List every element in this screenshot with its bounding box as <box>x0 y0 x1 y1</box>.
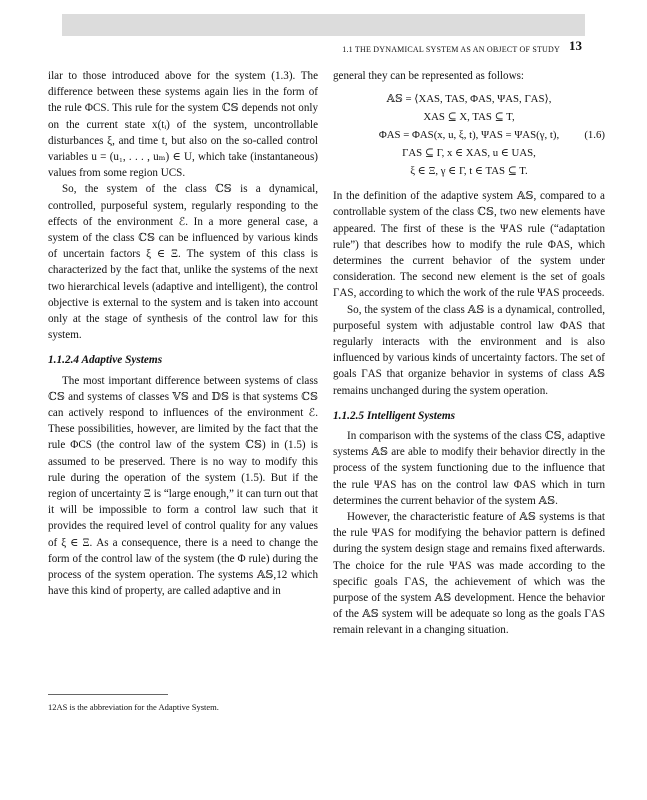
page-number: 13 <box>569 38 582 53</box>
left-paragraph-1: ilar to those introduced above for the system (1.3). The difference between these systems again lies in the form of the rule ΦCS. This rule for the system ℂ𝕊 depends not only on the current state x(tᵢ) of the system, uncontrollable disturbances ξ, and time t, but also on the so-called control variables u = (u₁, . . . , uₘ) ∈ U, which take (instantaneous) values from some region UCS. <box>48 70 318 180</box>
formula-line-3 <box>333 126 605 144</box>
formula-line-1: 𝔸𝕊 = ⟨XAS, TAS, ΦAS, ΨAS, ΓAS⟩, <box>386 93 552 106</box>
running-head: 1.1 THE DYNAMICAL SYSTEM AS AN OBJECT OF STUDY <box>342 45 560 54</box>
header-bar <box>62 14 585 36</box>
right-paragraph-4: However, the characteristic feature of 𝔸𝕊 systems is that the rule ΨAS for modifying the behavior pattern is defined during the system design stage and remains fixed afterwards. The choice for the rule ΨAS was made according to the specific goals ΓAS, the achievement of which was the purpose of the system 𝔸𝕊 development. Hence the behavior of the 𝔸𝕊 system will be adequate so long as the goals ΓAS remain relevant in a changing situation. <box>333 511 605 637</box>
formula-line-2: XAS ⊆ X, TAS ⊆ T, <box>423 111 515 124</box>
right-intro: general they can be represented as follows: <box>333 70 524 82</box>
section-heading-adaptive: 1.1.2.4 Adaptive Systems <box>48 354 163 367</box>
right-paragraph-1: In the definition of the adaptive system 𝔸𝕊, compared to a controllable system of the class ℂ𝕊, two new elements have appeared. The first of these is the ΨAS rule (“adaptation rule”) that describes how to modify the rule ΦAS, which determines the current behavior of the system under consideration. The second new element is the set of goals ΓAS, according to which the work of the rule ΨAS proceeds. <box>333 190 605 300</box>
formula-line-4: ΓAS ⊆ Γ, x ∈ XAS, u ∈ UAS, <box>402 147 536 160</box>
left-column <box>48 68 318 600</box>
equation-number: (1.6) <box>584 129 605 142</box>
section-heading-intelligent: 1.1.2.5 Intelligent Systems <box>333 409 456 422</box>
left-paragraph-2: So, the system of the class ℂ𝕊 is a dynamical, controlled, purposeful system, regularly responding to the effects of the environment ℰ. In a more general case, a system of the class ℂ𝕊 can be influenced by various kinds of uncertain factors ξ ∈ Ξ. The system of this class is characterized by the fact that, unlike the systems of the next two hierarchical levels (adaptive and intelligent), the control objective is external to the system and is taken into account only at the stage of synthesis of the control law for this system. <box>48 183 318 342</box>
left-paragraph-3: The most important difference between systems of class ℂ𝕊 and systems of classes 𝕍𝕊 and 𝔻𝕊 is that systems ℂ𝕊 can actively respond to influences of the environment ℰ. These possibilities, however, are limited by the fact that the rule ΦCS (the control law of the system ℂ𝕊) in (1.5) is assumed to be preserved. There is no way to modify this rule during the operation of the system (1.5). But if the region of uncertainty Ξ is “large enough,” it can turn out that it will be impossible to form a control law such that it provides the required level of control quality for any values of ξ ∈ Ξ. As a consequence, there is a need to change the form of the control law of the system (the Φ rule) during the process of the system operation. The systems 𝔸𝕊,12 which have this kind of property, are called adaptive and in <box>48 374 319 598</box>
right-paragraph-3: In comparison with the systems of the class ℂ𝕊, adaptive systems 𝔸𝕊 are able to modify their behavior directly in the process of the system functioning due to the influence that the rule ΨAS has on the control law ΦAS which in turn determines the current behavior of the system 𝔸𝕊. <box>333 430 605 507</box>
formula-line-5: ξ ∈ Ξ, γ ∈ Γ, t ∈ TAS ⊆ T. <box>410 165 528 178</box>
footnote-rule <box>48 694 168 695</box>
footnote: 12AS is the abbreviation for the Adaptive System. <box>48 702 219 712</box>
right-column <box>333 68 605 639</box>
right-paragraph-2: So, the system of the class 𝔸𝕊 is a dynamical, controlled, purposeful system with adjustable control law ΦAS that regularly interacts with the environment and is also influenced by various kinds of uncertainty factors. The set of goals ΓAS that organize behavior in systems of class 𝔸𝕊 remains unchanged during the system operation. <box>333 303 605 397</box>
formula-line-3-text: ΦAS = ΦAS(x, u, ξ, t), ΨAS = ΨAS(γ, t), <box>378 129 560 142</box>
formula-block <box>333 90 605 180</box>
